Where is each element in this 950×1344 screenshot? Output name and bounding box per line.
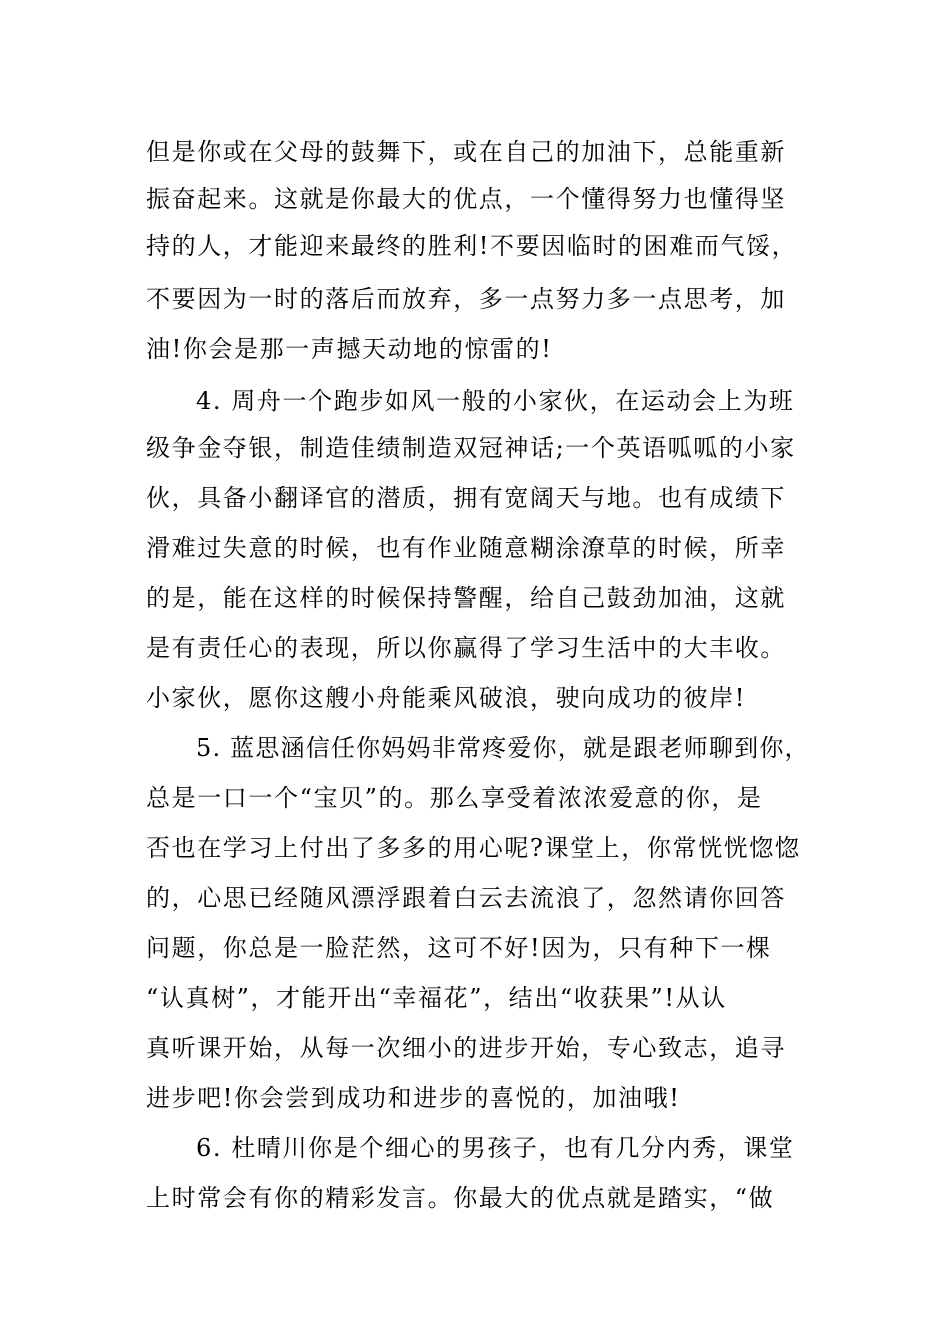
text-line: 滑难过失意的时候，也有作业随意糊涂潦草的时候，所幸 — [146, 534, 786, 562]
text-line: 否也在学习上付出了多多的用心呢?课堂上，你常恍恍惚惚 — [146, 834, 801, 862]
text-line: 的是，能在这样的时候保持警醒，给自己鼓劲加油，这就 — [146, 584, 786, 612]
text-line: “认真树”，才能开出“幸福花”，结出“收获果”!从认 — [146, 984, 727, 1012]
text-line: 问题，你总是一脸茫然，这可不好!因为，只有种下一棵 — [146, 934, 772, 962]
text-line: 不要因为一时的落后而放弃，多一点努力多一点思考，加 — [146, 285, 786, 313]
text-line: 振奋起来。这就是你最大的优点，一个懂得努力也懂得坚 — [146, 185, 786, 213]
paragraph-5-first-line: 5. 蓝思涵信任你妈妈非常疼爱你，就是跟老师聊到你， — [196, 734, 810, 762]
text-line: 上时常会有你的精彩发言。你最大的优点就是踏实，“做 — [146, 1184, 775, 1212]
text-line: 的，心思已经随风漂浮跟着白云去流浪了，忽然请你回答 — [146, 884, 786, 912]
text-line: 总是一口一个“宝贝”的。那么享受着浓浓爱意的你，是 — [146, 784, 763, 812]
text-line: 级争金夺银，制造佳绩制造双冠神话;一个英语呱呱的小家 — [146, 434, 796, 462]
text-line: 伙，具备小翻译官的潜质，拥有宽阔天与地。也有成绩下 — [146, 484, 786, 512]
text-line: 但是你或在父母的鼓舞下，或在自己的加油下，总能重新 — [146, 138, 786, 166]
text-line: 是有责任心的表现，所以你赢得了学习生活中的大丰收。 — [146, 634, 786, 662]
text-line: 进步吧!你会尝到成功和进步的喜悦的，加油哦! — [146, 1084, 681, 1112]
paragraph-6-first-line: 6. 杜晴川你是个细心的男孩子，也有几分内秀，课堂 — [196, 1134, 795, 1162]
text-line: 持的人，才能迎来最终的胜利!不要因临时的困难而气馁， — [146, 232, 798, 260]
paragraph-4-first-line: 4. 周舟一个跑步如风一般的小家伙，在运动会上为班 — [196, 387, 795, 415]
text-line: 油!你会是那一声撼天动地的惊雷的! — [146, 335, 553, 363]
text-line: 真听课开始，从每一次细小的进步开始，专心致志，追寻 — [146, 1034, 786, 1062]
text-line: 小家伙，愿你这艘小舟能乘风破浪，驶向成功的彼岸! — [146, 684, 747, 712]
